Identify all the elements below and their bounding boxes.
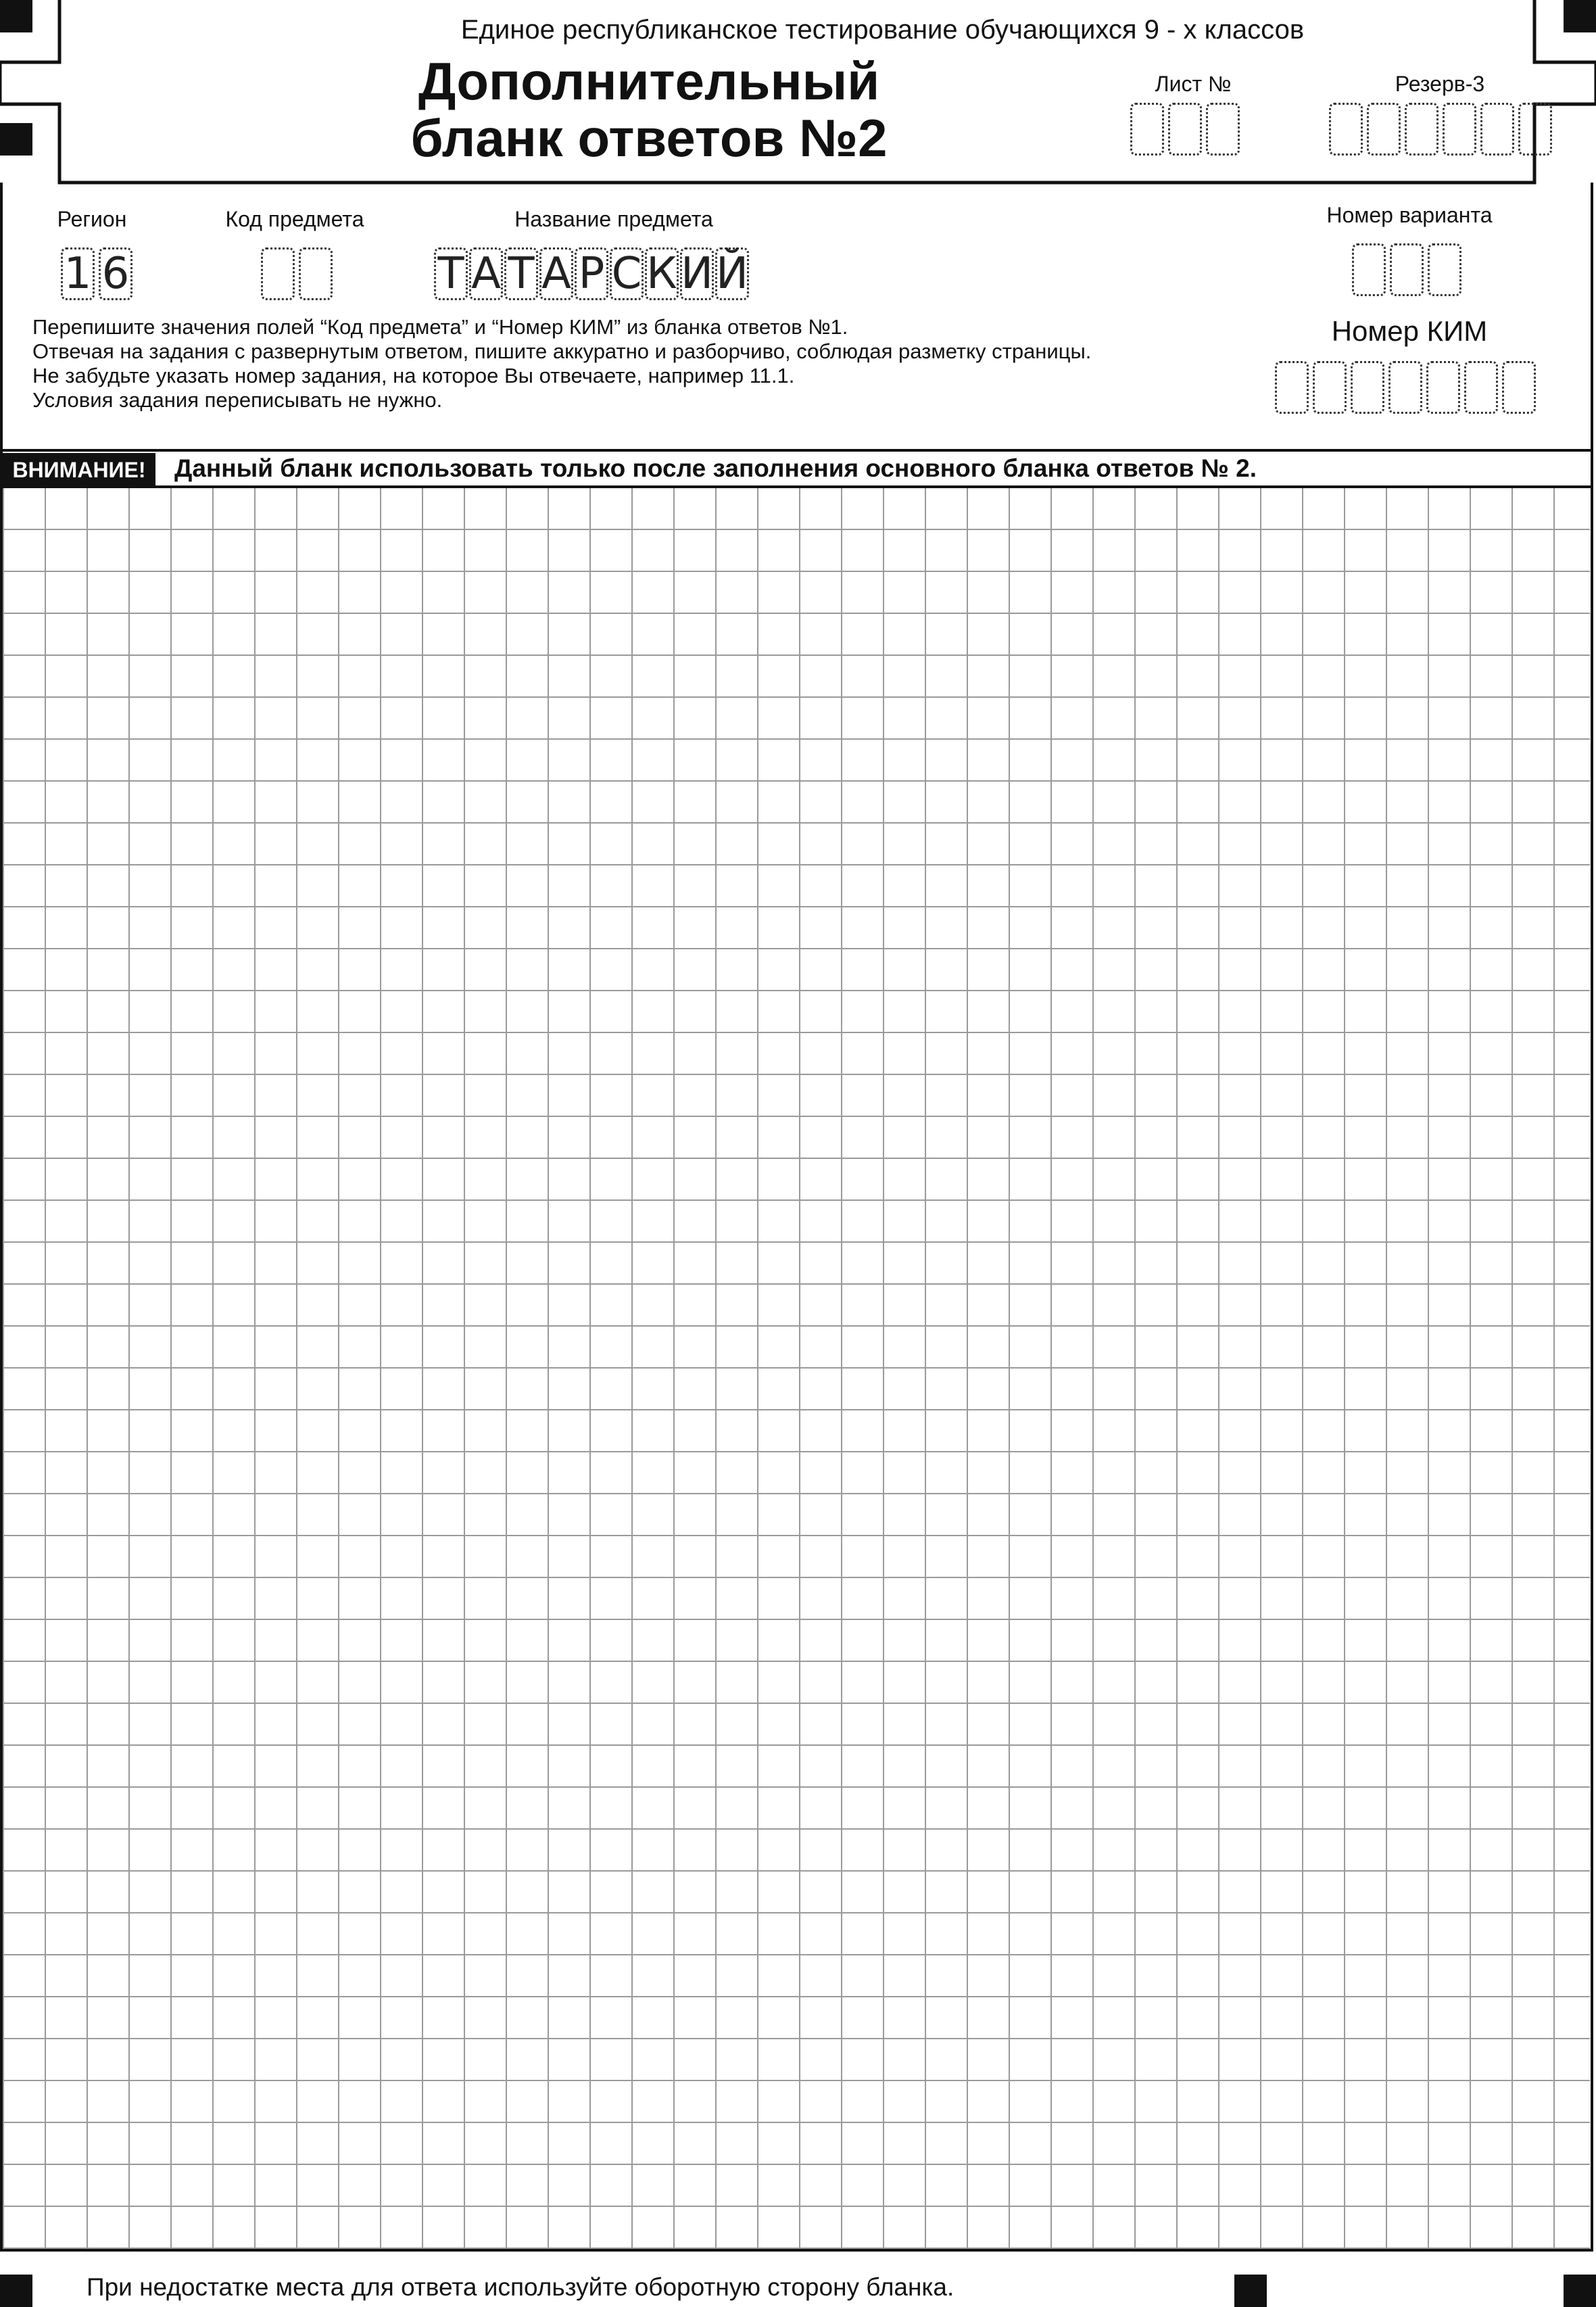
region-cells [61,247,132,300]
reserve-cells [1329,103,1552,156]
reserve-cell[interactable] [1518,103,1552,156]
instruction-line: Перепишите значения полей “Код предмета” и “Номер КИМ” из бланка ответов №1. [32,315,848,339]
subject-name-cell[interactable]: С [610,247,644,300]
reserve-cell[interactable] [1367,103,1401,156]
attention-badge: ВНИМАНИЕ! [3,453,155,487]
instructions [32,315,1091,412]
subject-name-cell[interactable]: А [469,247,503,300]
reserve-cell[interactable] [1405,103,1438,156]
subject-code-label: Код предмета [225,207,364,231]
variant-number-cell[interactable] [1352,243,1386,296]
variant-number-cell[interactable] [1390,243,1424,296]
sheet-number-cell[interactable] [1168,103,1202,156]
variant-number-cell[interactable] [1428,243,1461,296]
kim-number-label: Номер КИМ [1331,315,1488,347]
header-caption: Единое республиканское тестирование обучающихся 9 - х классов [460,15,1305,45]
title-line-2: бланк ответов №2 [410,108,888,168]
sheet-number-cell[interactable] [1206,103,1240,156]
info-section-left-border [0,183,3,487]
variant-number-cells [1352,243,1461,296]
subject-name-cell[interactable]: Т [504,247,538,300]
sheet-number-label: Лист № [1155,72,1232,96]
page-title [324,53,973,166]
reserve-cell[interactable] [1329,103,1363,156]
registration-mark-bottom-center-right [1234,2275,1267,2307]
sheet-number-cells [1130,103,1240,156]
subject-name-cell[interactable]: К [645,247,679,300]
kim-number-cell[interactable] [1388,361,1422,414]
info-section-divider [0,449,1593,452]
region-label: Регион [57,207,127,231]
title-line-1: Дополнительный [418,51,880,111]
subject-code-cell[interactable] [299,247,333,300]
answer-grid-border [0,485,1593,2252]
instruction-line: Не забудьте указать номер задания, на которое Вы отвечаете, например 11.1. [32,364,795,387]
reserve-cell[interactable] [1443,103,1476,156]
kim-number-cell[interactable] [1313,361,1347,414]
registration-mark-bottom-right [1564,2275,1596,2307]
subject-name-cell[interactable]: Т [434,247,468,300]
kim-number-cell[interactable] [1351,361,1384,414]
region-cell[interactable]: 6 [99,247,132,300]
subject-code-cell[interactable] [261,247,295,300]
subject-name-cell[interactable]: Р [575,247,608,300]
variant-number-label: Номер варианта [1326,203,1493,227]
kim-number-cell[interactable] [1502,361,1536,414]
subject-name-cells [434,247,749,300]
attention-text: Данный бланк использовать только после заполнения основного бланка ответов № 2. [174,454,1257,482]
kim-number-cell[interactable] [1275,361,1309,414]
reserve-label: Резерв-3 [1395,72,1485,96]
subject-name-cell[interactable]: И [681,249,713,299]
subject-name-cell[interactable]: Й [716,249,748,299]
instruction-line: Условия задания переписывать не нужно. [32,388,443,412]
info-section-right-border [1591,183,1593,487]
subject-name-cell[interactable]: А [539,247,573,300]
kim-number-cell[interactable] [1426,361,1460,414]
footer-note: При недостатке места для ответа используйте оборотную сторону бланка. [87,2273,954,2301]
reserve-cell[interactable] [1480,103,1514,156]
kim-number-cells [1275,361,1536,414]
sheet-number-cell[interactable] [1130,103,1164,156]
instruction-line: Отвечая на задания с развернутым ответом, пишите аккуратно и разборчиво, соблюдая разметку страницы. [32,339,1092,363]
subject-code-cells [261,247,333,300]
subject-name-label: Название предмета [514,207,713,231]
kim-number-cell[interactable] [1464,361,1498,414]
registration-mark-bottom-left [0,2275,32,2307]
region-cell[interactable]: 1 [61,247,95,300]
